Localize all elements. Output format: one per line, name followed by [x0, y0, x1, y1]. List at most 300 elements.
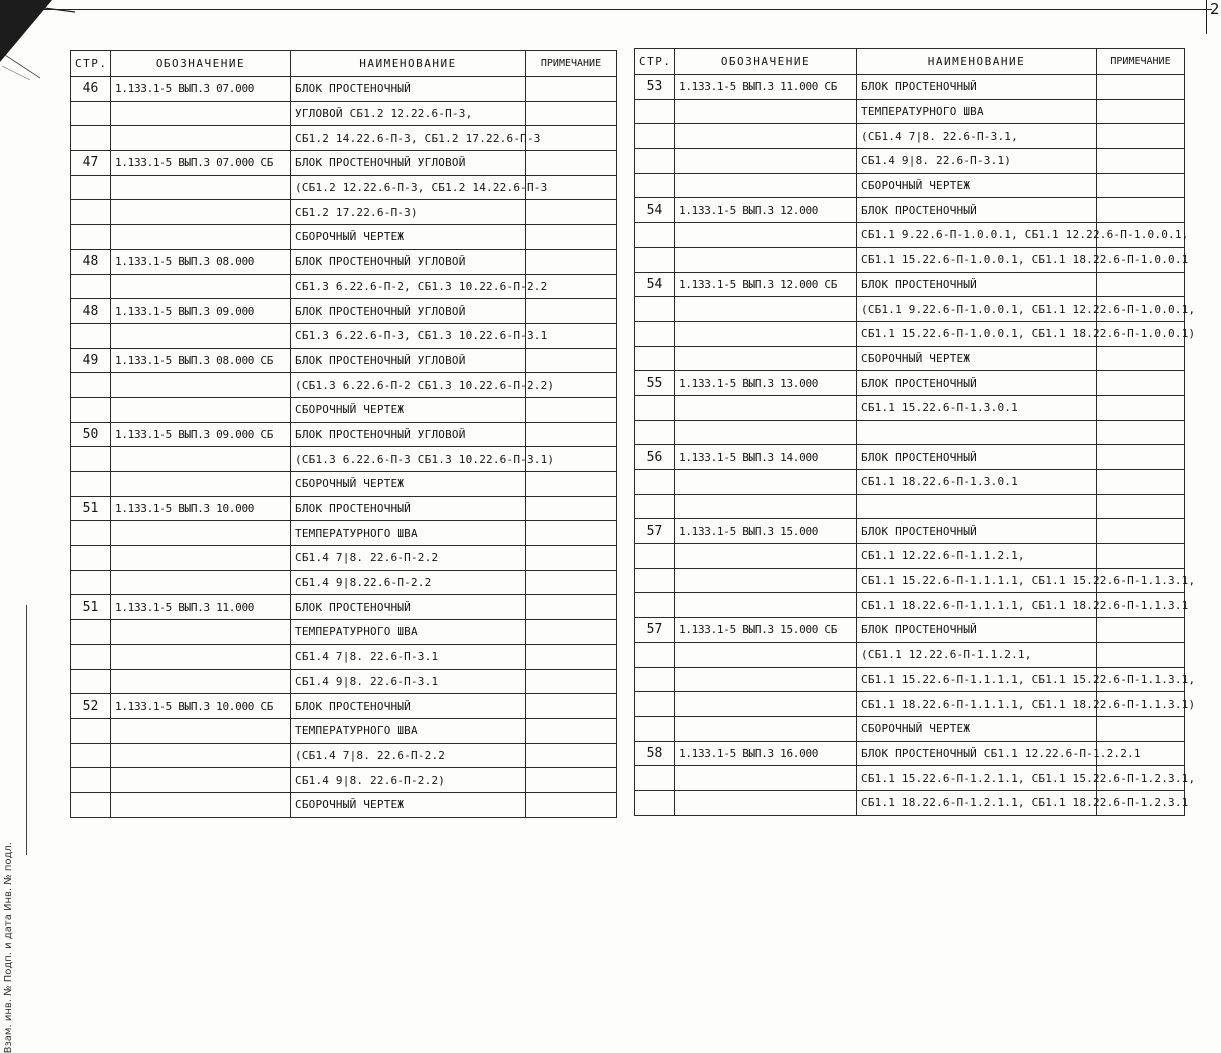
row-page-cell: 50	[71, 422, 111, 447]
row-designation-cell	[675, 667, 857, 692]
row-designation-cell	[675, 297, 857, 322]
row-page-cell	[635, 247, 675, 272]
row-note-cell	[1097, 445, 1185, 470]
row-page-cell	[635, 470, 675, 495]
row-page-cell	[71, 570, 111, 595]
row-designation-cell: 1.133.1-5 ВЫП.3 15.000	[675, 519, 857, 544]
row-note-cell	[526, 249, 617, 274]
row-name-cell: СБ1.1 15.22.6-П-1.0.0.1, СБ1.1 18.22.6-П-1.0.0.1	[857, 247, 1097, 272]
col-header-note: ПРИМЕЧАНИЕ	[1097, 49, 1185, 75]
row-name-cell: СБ1.1 18.22.6-П-1.2.1.1, СБ1.1 18.22.6-П-1.2.3.1	[857, 790, 1097, 815]
row-designation-cell	[111, 397, 291, 422]
row-note-cell	[1097, 124, 1185, 149]
row-name-cell: БЛОК ПРОСТЕНОЧНЫЙ УГЛОВОЙ	[291, 249, 526, 274]
row-name-cell: ТЕМПЕРАТУРНОГО ШВА	[291, 620, 526, 645]
row-name-cell: СБОРОЧНЫЙ ЧЕРТЕЖ	[857, 173, 1097, 198]
table-row	[71, 472, 617, 497]
table-row	[635, 321, 1185, 346]
row-designation-cell	[675, 395, 857, 420]
row-page-cell	[71, 323, 111, 348]
row-designation-cell	[111, 570, 291, 595]
row-page-cell	[71, 521, 111, 546]
row-name-cell: СБ1.1 15.22.6-П-1.1.1.1, СБ1.1 15.22.6-П-1.1.3.1,	[857, 568, 1097, 593]
row-designation-cell	[111, 323, 291, 348]
row-designation-cell	[675, 716, 857, 741]
row-page-cell: 49	[71, 348, 111, 373]
row-name-cell: СБОРОЧНЫЙ ЧЕРТЕЖ	[291, 472, 526, 497]
row-page-cell	[635, 346, 675, 371]
table-row	[71, 101, 617, 126]
row-designation-cell	[111, 274, 291, 299]
row-page-cell	[71, 175, 111, 200]
row-name-cell	[857, 494, 1097, 519]
row-name-cell: СБ1.4 9|8. 22.6-П-3.1	[291, 669, 526, 694]
col-header-name: НАИМЕНОВАНИЕ	[291, 51, 526, 77]
row-page-cell: 53	[635, 75, 675, 100]
row-designation-cell	[675, 346, 857, 371]
table-row	[71, 595, 617, 620]
row-page-cell: 57	[635, 618, 675, 643]
row-note-cell	[1097, 346, 1185, 371]
row-note-cell	[1097, 716, 1185, 741]
row-page-cell	[635, 420, 675, 445]
row-page-cell	[635, 494, 675, 519]
row-designation-cell	[111, 743, 291, 768]
row-page-cell: 52	[71, 694, 111, 719]
row-designation-cell	[675, 544, 857, 569]
table-row	[635, 766, 1185, 791]
row-page-cell: 55	[635, 371, 675, 396]
row-page-cell: 58	[635, 741, 675, 766]
row-page-cell	[71, 768, 111, 793]
table-row	[635, 593, 1185, 618]
row-name-cell: СБОРОЧНЫЙ ЧЕРТЕЖ	[291, 225, 526, 250]
table-row	[71, 299, 617, 324]
row-page-cell	[71, 743, 111, 768]
row-designation-cell: 1.133.1-5 ВЫП.3 10.000 СБ	[111, 694, 291, 719]
row-designation-cell	[675, 173, 857, 198]
table-row	[635, 618, 1185, 643]
row-name-cell: СБ1.4 7|8. 22.6-П-2.2	[291, 546, 526, 571]
table-row	[635, 790, 1185, 815]
row-designation-cell	[675, 247, 857, 272]
row-designation-cell	[675, 470, 857, 495]
row-note-cell	[526, 200, 617, 225]
row-designation-cell	[111, 175, 291, 200]
row-page-cell	[635, 149, 675, 174]
page-number: 2	[1210, 0, 1220, 18]
row-name-cell: (СБ1.2 12.22.6-П-3, СБ1.2 14.22.6-П-3	[291, 175, 526, 200]
table-row	[635, 75, 1185, 100]
row-name-cell: СБОРОЧНЫЙ ЧЕРТЕЖ	[857, 346, 1097, 371]
row-note-cell	[526, 225, 617, 250]
table-row	[635, 445, 1185, 470]
row-note-cell	[526, 101, 617, 126]
table-row	[71, 743, 617, 768]
table-row	[635, 568, 1185, 593]
row-note-cell	[526, 496, 617, 521]
row-note-cell	[1097, 642, 1185, 667]
row-name-cell: СБ1.1 18.22.6-П-1.1.1.1, СБ1.1 18.22.6-П-1.1.3.1)	[857, 692, 1097, 717]
row-page-cell: 51	[71, 595, 111, 620]
row-designation-cell	[675, 790, 857, 815]
row-name-cell: (СБ1.3 6.22.6-П-3 СБ1.3 10.22.6-П-3.1)	[291, 447, 526, 472]
row-page-cell: 48	[71, 249, 111, 274]
row-page-cell: 54	[635, 198, 675, 223]
table-row	[635, 247, 1185, 272]
row-designation-cell	[675, 149, 857, 174]
row-name-cell: (СБ1.1 12.22.6-П-1.1.2.1,	[857, 642, 1097, 667]
row-note-cell	[526, 792, 617, 817]
row-note-cell	[526, 546, 617, 571]
row-note-cell	[526, 77, 617, 102]
table-row	[635, 371, 1185, 396]
row-page-cell	[635, 223, 675, 248]
row-note-cell	[526, 299, 617, 324]
table-header-row	[71, 51, 617, 77]
row-page-cell	[635, 173, 675, 198]
row-designation-cell: 1.133.1-5 ВЫП.3 13.000	[675, 371, 857, 396]
row-page-cell	[635, 297, 675, 322]
row-note-cell	[526, 472, 617, 497]
row-name-cell: СБ1.1 15.22.6-П-1.1.1.1, СБ1.1 15.22.6-П-1.1.3.1,	[857, 667, 1097, 692]
row-designation-cell: 1.133.1-5 ВЫП.3 10.000	[111, 496, 291, 521]
table-row	[71, 249, 617, 274]
table-row	[635, 297, 1185, 322]
row-designation-cell	[111, 644, 291, 669]
row-name-cell: СБ1.1 15.22.6-П-1.0.0.1, СБ1.1 18.22.6-П-1.0.0.1)	[857, 321, 1097, 346]
row-designation-cell	[111, 718, 291, 743]
row-name-cell: (СБ1.3 6.22.6-П-2 СБ1.3 10.22.6-П-2.2)	[291, 373, 526, 398]
row-name-cell: БЛОК ПРОСТЕНОЧНЫЙ	[857, 445, 1097, 470]
table-row	[635, 420, 1185, 445]
table-row	[635, 198, 1185, 223]
table-row	[635, 741, 1185, 766]
table-row	[71, 323, 617, 348]
row-note-cell	[526, 151, 617, 176]
row-designation-cell	[675, 568, 857, 593]
row-name-cell: СБ1.3 6.22.6-П-2, СБ1.3 10.22.6-П-2.2	[291, 274, 526, 299]
row-page-cell	[71, 447, 111, 472]
table-row	[635, 692, 1185, 717]
row-name-cell: БЛОК ПРОСТЕНОЧНЫЙ СБ1.1 12.22.6-П-1.2.2.1	[857, 741, 1097, 766]
row-name-cell: БЛОК ПРОСТЕНОЧНЫЙ	[857, 75, 1097, 100]
row-designation-cell	[675, 593, 857, 618]
row-note-cell	[1097, 173, 1185, 198]
row-designation-cell	[675, 124, 857, 149]
row-designation-cell	[111, 546, 291, 571]
row-name-cell: (СБ1.1 9.22.6-П-1.0.0.1, СБ1.1 12.22.6-П-1.0.0.1,	[857, 297, 1097, 322]
row-page-cell	[71, 274, 111, 299]
row-name-cell: БЛОК ПРОСТЕНОЧНЫЙ УГЛОВОЙ	[291, 151, 526, 176]
row-note-cell	[526, 669, 617, 694]
row-note-cell	[1097, 395, 1185, 420]
row-page-cell	[635, 99, 675, 124]
row-designation-cell	[111, 447, 291, 472]
row-name-cell: СБ1.4 7|8. 22.6-П-3.1	[291, 644, 526, 669]
table-row	[71, 768, 617, 793]
row-note-cell	[1097, 149, 1185, 174]
row-page-cell: 48	[71, 299, 111, 324]
table-row	[635, 395, 1185, 420]
table-row	[71, 175, 617, 200]
row-name-cell: СБОРОЧНЫЙ ЧЕРТЕЖ	[291, 397, 526, 422]
row-note-cell	[1097, 519, 1185, 544]
table-row	[635, 494, 1185, 519]
row-designation-cell: 1.133.1-5 ВЫП.3 12.000	[675, 198, 857, 223]
sheet-frame-top	[36, 9, 1212, 32]
row-page-cell	[71, 792, 111, 817]
row-name-cell: СБ1.2 14.22.6-П-3, СБ1.2 17.22.6-П-3	[291, 126, 526, 151]
table-row	[635, 470, 1185, 495]
table-row	[71, 644, 617, 669]
col-header-name: НАИМЕНОВАНИЕ	[857, 49, 1097, 75]
row-name-cell: (СБ1.4 7|8. 22.6-П-2.2	[291, 743, 526, 768]
row-designation-cell: 1.133.1-5 ВЫП.3 08.000 СБ	[111, 348, 291, 373]
row-note-cell	[526, 595, 617, 620]
row-designation-cell	[111, 373, 291, 398]
row-note-cell	[526, 620, 617, 645]
table-row	[71, 151, 617, 176]
row-note-cell	[526, 348, 617, 373]
table-row	[71, 126, 617, 151]
table-row	[71, 620, 617, 645]
row-page-cell	[71, 101, 111, 126]
col-header-designation: ОБОЗНАЧЕНИЕ	[111, 51, 291, 77]
table-row	[71, 546, 617, 571]
row-note-cell	[1097, 99, 1185, 124]
row-name-cell: СБ1.1 15.22.6-П-1.2.1.1, СБ1.1 15.22.6-П-1.2.3.1,	[857, 766, 1097, 791]
row-page-cell	[71, 126, 111, 151]
spec-table-right	[634, 48, 1196, 816]
row-name-cell: СБ1.1 18.22.6-П-1.3.0.1	[857, 470, 1097, 495]
table-row	[635, 223, 1185, 248]
row-name-cell: СБ1.1 15.22.6-П-1.3.0.1	[857, 395, 1097, 420]
row-designation-cell	[111, 225, 291, 250]
row-designation-cell: 1.133.1-5 ВЫП.3 09.000 СБ	[111, 422, 291, 447]
row-designation-cell	[675, 321, 857, 346]
row-designation-cell: 1.133.1-5 ВЫП.3 11.000	[111, 595, 291, 620]
side-stamp	[0, 605, 27, 1053]
table-row	[635, 149, 1185, 174]
row-page-cell: 46	[71, 77, 111, 102]
table-row	[71, 570, 617, 595]
row-name-cell	[857, 420, 1097, 445]
row-designation-cell	[675, 642, 857, 667]
table-row	[71, 397, 617, 422]
row-designation-cell	[111, 669, 291, 694]
row-name-cell: СБОРОЧНЫЙ ЧЕРТЕЖ	[291, 792, 526, 817]
row-name-cell: ТЕМПЕРАТУРНОГО ШВА	[857, 99, 1097, 124]
row-note-cell	[1097, 544, 1185, 569]
table-row	[71, 521, 617, 546]
row-page-cell	[71, 546, 111, 571]
row-designation-cell	[675, 692, 857, 717]
table-row	[635, 642, 1185, 667]
table-row	[71, 77, 617, 102]
row-designation-cell	[675, 494, 857, 519]
row-name-cell: БЛОК ПРОСТЕНОЧНЫЙ	[291, 77, 526, 102]
row-page-cell: 57	[635, 519, 675, 544]
row-note-cell	[1097, 618, 1185, 643]
row-page-cell	[71, 669, 111, 694]
row-note-cell	[526, 521, 617, 546]
table-row	[635, 519, 1185, 544]
row-note-cell	[1097, 494, 1185, 519]
row-designation-cell	[111, 521, 291, 546]
row-designation-cell	[111, 472, 291, 497]
row-designation-cell: 1.133.1-5 ВЫП.3 14.000	[675, 445, 857, 470]
table-row	[635, 272, 1185, 297]
table-row	[71, 422, 617, 447]
row-name-cell: СБ1.4 9|8. 22.6-П-3.1)	[857, 149, 1097, 174]
row-designation-cell	[111, 620, 291, 645]
table-row	[71, 669, 617, 694]
spec-table-left	[70, 50, 617, 818]
col-header-page: СТР.	[635, 49, 675, 75]
table-row	[635, 667, 1185, 692]
table-row	[71, 373, 617, 398]
row-page-cell: 56	[635, 445, 675, 470]
side-stamp-text: Взам. инв. № Подп. и дата Инв. № подл.	[3, 842, 14, 1053]
row-designation-cell: 1.133.1-5 ВЫП.3 15.000 СБ	[675, 618, 857, 643]
sheet-frame-right	[1206, 0, 1207, 34]
row-note-cell	[1097, 198, 1185, 223]
table-row	[635, 716, 1185, 741]
row-page-cell	[635, 124, 675, 149]
row-note-cell	[1097, 371, 1185, 396]
table-row	[71, 447, 617, 472]
row-page-cell	[71, 620, 111, 645]
row-name-cell: БЛОК ПРОСТЕНОЧНЫЙ	[857, 198, 1097, 223]
row-name-cell: БЛОК ПРОСТЕНОЧНЫЙ	[291, 694, 526, 719]
row-note-cell	[526, 768, 617, 793]
table-row	[635, 173, 1185, 198]
row-name-cell: БЛОК ПРОСТЕНОЧНЫЙ	[291, 595, 526, 620]
row-designation-cell	[675, 420, 857, 445]
table-row	[635, 124, 1185, 149]
table-row	[71, 200, 617, 225]
row-note-cell	[526, 644, 617, 669]
row-name-cell: СБ1.1 12.22.6-П-1.1.2.1,	[857, 544, 1097, 569]
row-name-cell: БЛОК ПРОСТЕНОЧНЫЙ	[857, 618, 1097, 643]
row-page-cell	[635, 766, 675, 791]
row-designation-cell: 1.133.1-5 ВЫП.3 09.000	[111, 299, 291, 324]
row-page-cell	[635, 593, 675, 618]
row-page-cell: 54	[635, 272, 675, 297]
row-designation-cell	[675, 766, 857, 791]
row-name-cell: СБ1.4 9|8. 22.6-П-2.2)	[291, 768, 526, 793]
row-page-cell	[71, 397, 111, 422]
row-name-cell: СБ1.4 9|8.22.6-П-2.2	[291, 570, 526, 595]
col-header-designation: ОБОЗНАЧЕНИЕ	[675, 49, 857, 75]
row-name-cell: СБОРОЧНЫЙ ЧЕРТЕЖ	[857, 716, 1097, 741]
spec-table-left-body	[71, 77, 617, 818]
row-name-cell: СБ1.1 9.22.6-П-1.0.0.1, СБ1.1 12.22.6-П-1.0.0.1,	[857, 223, 1097, 248]
row-designation-cell	[111, 126, 291, 151]
row-name-cell: ТЕМПЕРАТУРНОГО ШВА	[291, 521, 526, 546]
row-name-cell: СБ1.2 17.22.6-П-3)	[291, 200, 526, 225]
row-designation-cell: 1.133.1-5 ВЫП.3 07.000	[111, 77, 291, 102]
row-page-cell	[635, 790, 675, 815]
row-name-cell: БЛОК ПРОСТЕНОЧНЫЙ	[291, 496, 526, 521]
table-row	[71, 718, 617, 743]
row-note-cell	[526, 422, 617, 447]
row-page-cell	[71, 225, 111, 250]
row-name-cell: БЛОК ПРОСТЕНОЧНЫЙ УГЛОВОЙ	[291, 348, 526, 373]
row-name-cell: БЛОК ПРОСТЕНОЧНЫЙ УГЛОВОЙ	[291, 422, 526, 447]
row-note-cell	[1097, 75, 1185, 100]
row-page-cell	[71, 373, 111, 398]
row-name-cell: БЛОК ПРОСТЕНОЧНЫЙ УГЛОВОЙ	[291, 299, 526, 324]
row-note-cell	[1097, 470, 1185, 495]
row-name-cell: СБ1.1 18.22.6-П-1.1.1.1, СБ1.1 18.22.6-П-1.1.3.1	[857, 593, 1097, 618]
row-name-cell: (СБ1.4 7|8. 22.6-П-3.1,	[857, 124, 1097, 149]
col-header-note: ПРИМЕЧАНИЕ	[526, 51, 617, 77]
row-page-cell	[635, 568, 675, 593]
row-name-cell: БЛОК ПРОСТЕНОЧНЫЙ	[857, 272, 1097, 297]
row-designation-cell	[111, 200, 291, 225]
row-page-cell	[71, 200, 111, 225]
row-note-cell	[526, 718, 617, 743]
row-note-cell	[526, 570, 617, 595]
row-designation-cell	[675, 223, 857, 248]
col-header-page: СТР.	[71, 51, 111, 77]
row-designation-cell	[675, 99, 857, 124]
row-name-cell: БЛОК ПРОСТЕНОЧНЫЙ	[857, 371, 1097, 396]
table-row	[635, 544, 1185, 569]
table-row	[71, 694, 617, 719]
row-note-cell	[526, 743, 617, 768]
row-page-cell	[635, 716, 675, 741]
row-note-cell	[526, 694, 617, 719]
row-page-cell	[71, 644, 111, 669]
row-designation-cell	[111, 768, 291, 793]
row-name-cell: УГЛОВОЙ СБ1.2 12.22.6-П-3,	[291, 101, 526, 126]
row-name-cell: СБ1.3 6.22.6-П-3, СБ1.3 10.22.6-П-3.1	[291, 323, 526, 348]
row-designation-cell: 1.133.1-5 ВЫП.3 12.000 СБ	[675, 272, 857, 297]
row-page-cell	[635, 642, 675, 667]
table-row	[635, 346, 1185, 371]
row-page-cell	[635, 395, 675, 420]
row-designation-cell	[111, 792, 291, 817]
row-page-cell	[71, 718, 111, 743]
row-name-cell: ТЕМПЕРАТУРНОГО ШВА	[291, 718, 526, 743]
row-designation-cell: 1.133.1-5 ВЫП.3 16.000	[675, 741, 857, 766]
table-row	[635, 99, 1185, 124]
row-note-cell	[526, 397, 617, 422]
row-page-cell	[635, 544, 675, 569]
spec-table-right-body	[635, 75, 1196, 816]
row-page-cell: 47	[71, 151, 111, 176]
row-page-cell	[635, 692, 675, 717]
row-designation-cell: 1.133.1-5 ВЫП.3 08.000	[111, 249, 291, 274]
row-page-cell: 51	[71, 496, 111, 521]
row-name-cell: БЛОК ПРОСТЕНОЧНЫЙ	[857, 519, 1097, 544]
row-page-cell	[635, 321, 675, 346]
table-header-row	[635, 49, 1185, 75]
row-page-cell	[71, 472, 111, 497]
table-row	[71, 496, 617, 521]
row-page-cell	[635, 667, 675, 692]
row-note-cell	[1097, 420, 1185, 445]
row-designation-cell: 1.133.1-5 ВЫП.3 11.000 СБ	[675, 75, 857, 100]
table-row	[71, 274, 617, 299]
row-designation-cell	[111, 101, 291, 126]
table-row	[71, 225, 617, 250]
table-row	[71, 348, 617, 373]
row-note-cell	[1097, 272, 1185, 297]
